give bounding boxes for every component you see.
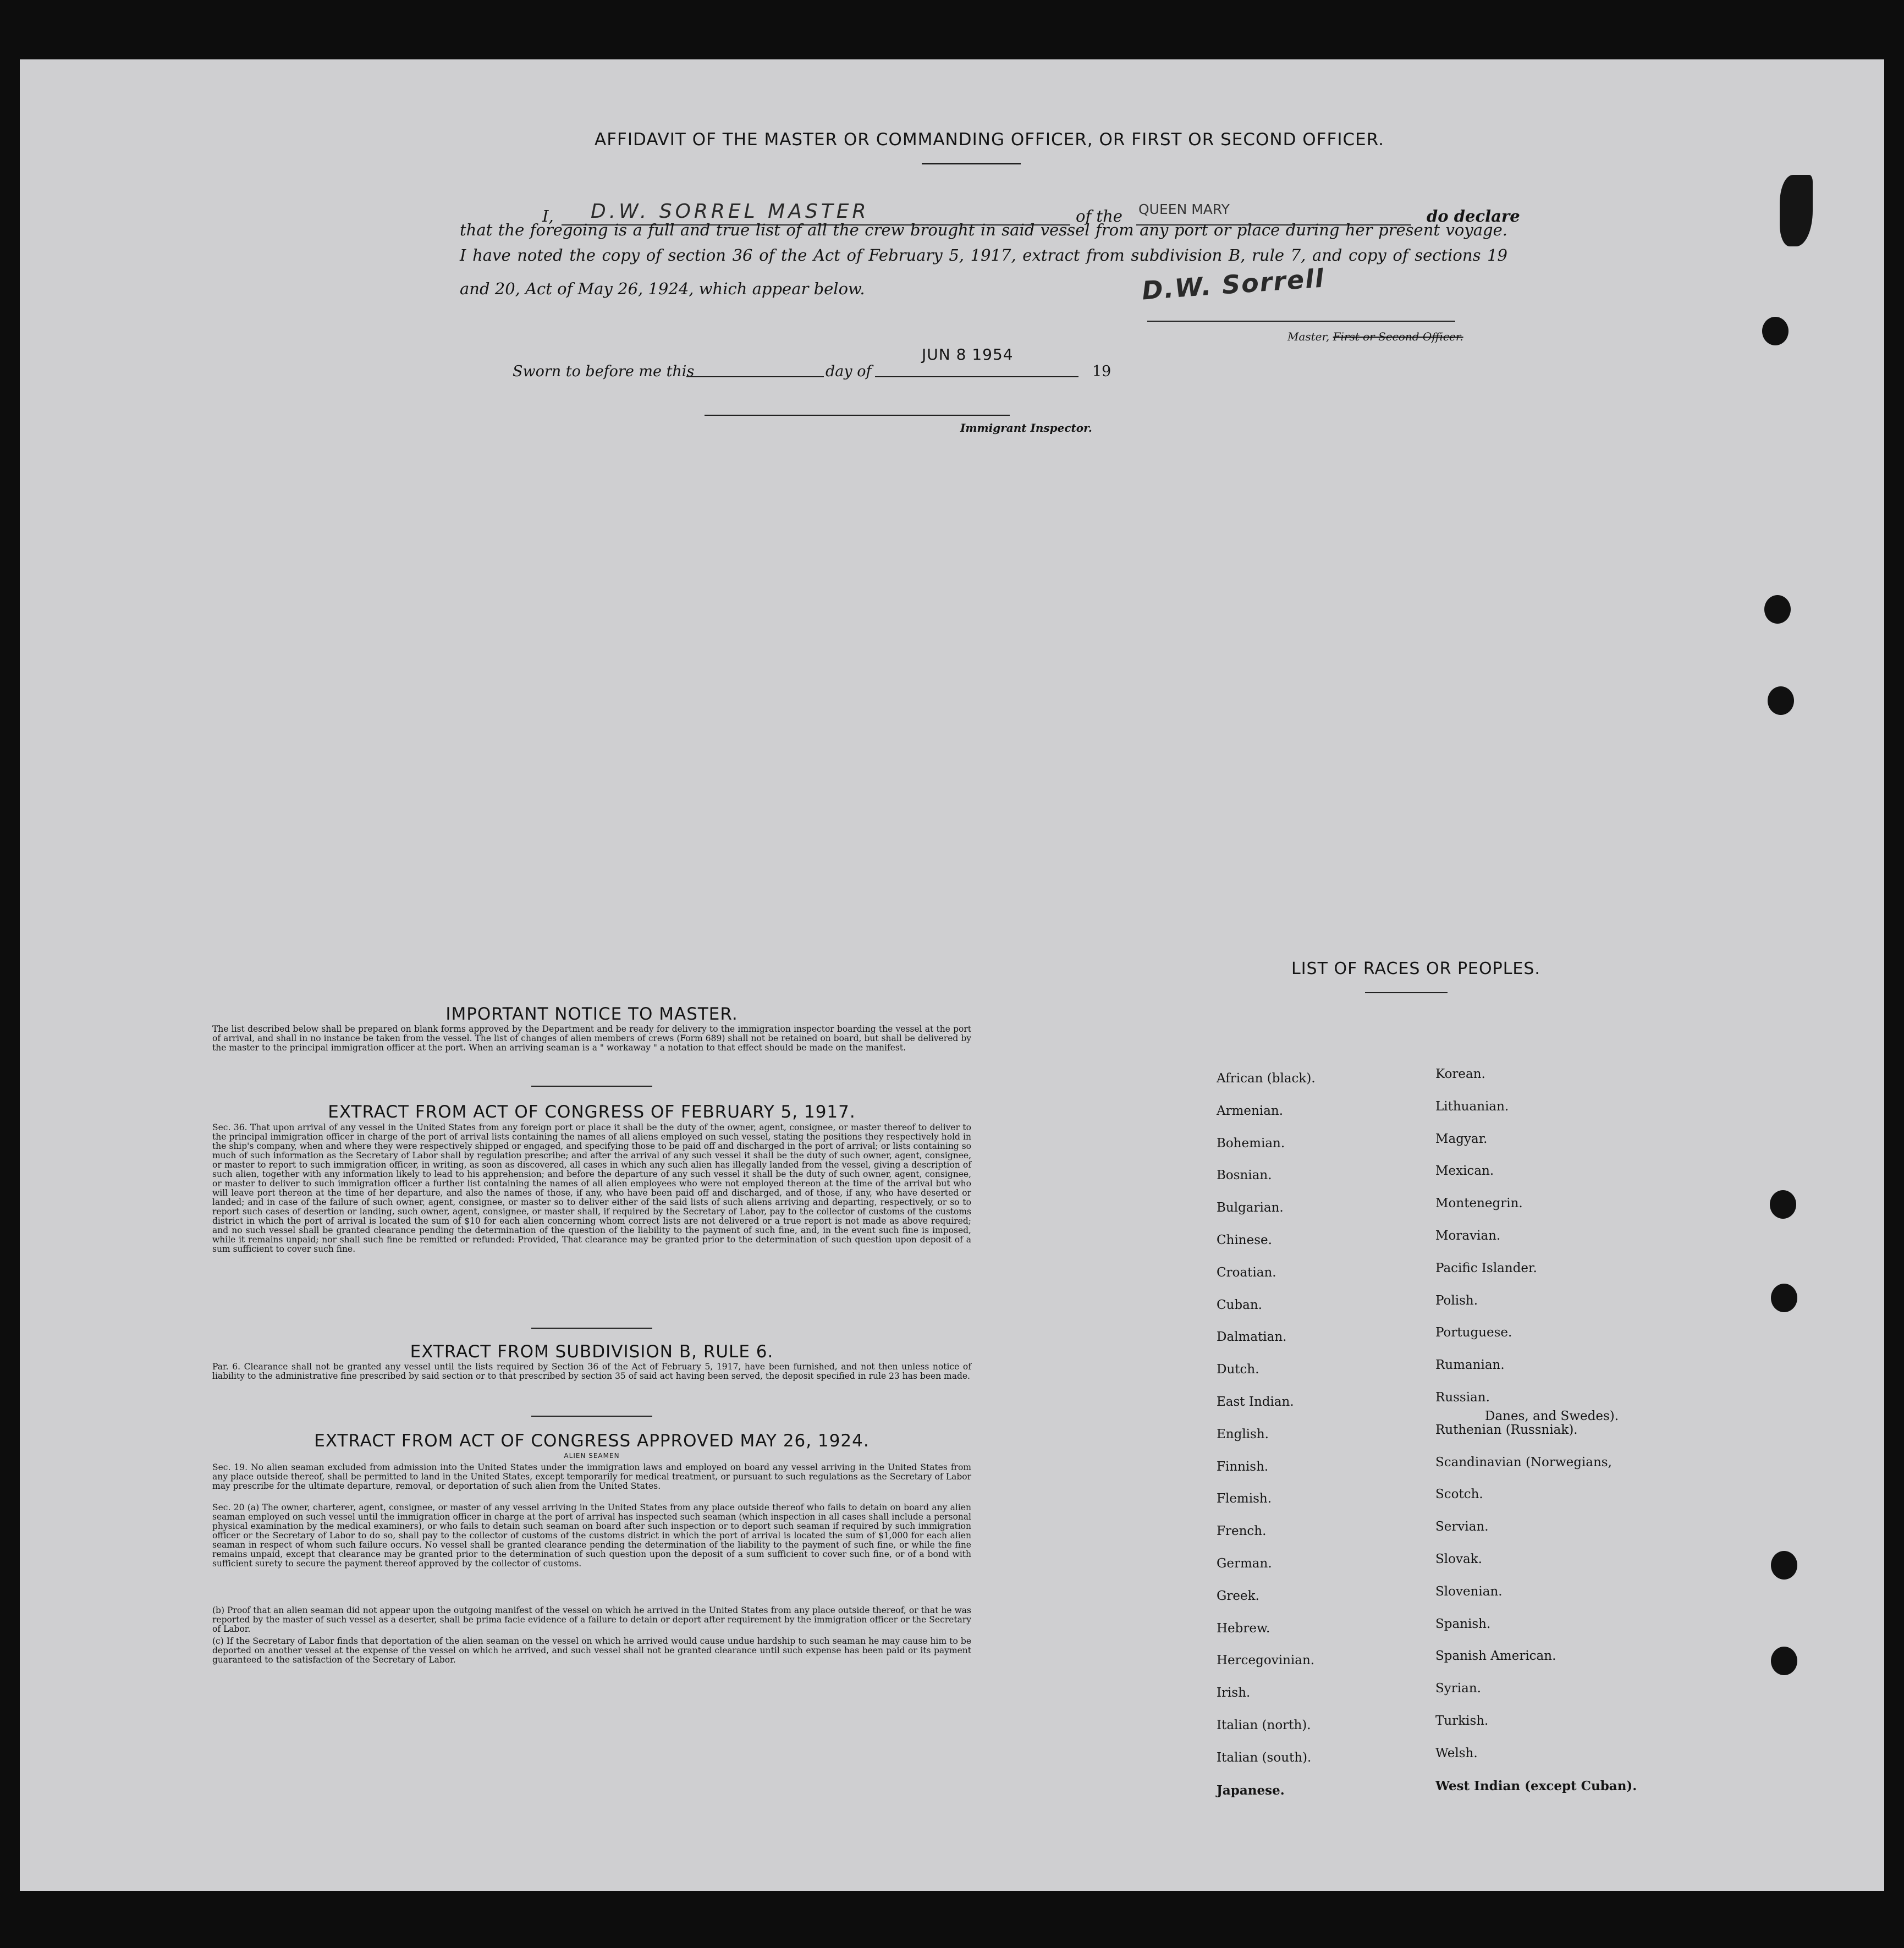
master-signature: D.W. Sorrell xyxy=(1141,263,1326,306)
extract-rule6-text: Par. 6. Clearance shall not be granted any vessel until the lists required by Section 36 of the Act of February 5, 1917, have been furnished, and not then unless notice of liability to the administrative fine prescribed by said section or to that prescribed by section 35 of said act having been served, the deposit specified in rule 23 has been made. xyxy=(212,1362,971,1381)
race-item: Japanese. xyxy=(1217,1782,1285,1798)
race-item: French. xyxy=(1217,1524,1267,1539)
do-declare-label: do declare xyxy=(1427,207,1520,225)
extract-1917-text: Sec. 36. That upon arrival of any vessel in the United States from any foreign port or place it shall be the duty of the owner, agent, consignee, or master thereof to deliver to the principal immigration officer in charge of the port of arrival lists containing the names of all aliens employed on such vessel, stating the positions they respectively hold in the ship's company, when and where they were respectively shipped or engaged, and specifying those to be paid off and discharged in the port of arrival; or lists containing so much of such information as the Secretary of Labor shall by regulation prescribe; and after the arrival of any such vessel it shall be the duty of such owner, agent, consignee, or master to report to such immigration officer, in writing, as soon as discovered, all cases in which any such alien has illegally landed from the vessel, giving a description of such alien, together with any information likely to lead to his apprehension; and before the departure of any such vessel it shall be the duty of such owner, agent, consignee, or master to deliver to such immigration officer a further list containing the names of all alien employees who were not employed thereon at the time of the arrival but who will leave port thereon at the time of her departure, and also the names of those, if any, who have been paid off and discharged, and of those, if any, who have deserted or landed; and in case of the failure of such owner, agent, consignee, or master so to deliver either of the said lists of such aliens arriving and departing, respectively, or so to report such cases of desertion or landing, such owner, agent, consignee, or master shall, if required by the Secretary of Labor, pay to the collector of customs of the customs district in which the port of arrival is located the sum of $10 for each alien concerning whom correct lists are not delivered or a true report is not made as above required; and no such vessel shall be granted clearance pending the determination of the question of the liability to the payment of such fine, and, in the event such fine is imposed, while it remains unpaid; nor shall such fine be remitted or refunded: Provided, That clearance may be granted prior to the determination of such question upon deposit of a sum sufficient to cover such fine. xyxy=(212,1122,971,1254)
sworn-date-stamp: JUN 8 1954 xyxy=(922,345,1014,364)
vessel-name-stamp: QUEEN MARY xyxy=(1138,201,1230,217)
master-name-handwritten: D.W. SORREL MASTER xyxy=(591,200,870,223)
race-item: Magyar. xyxy=(1435,1131,1488,1146)
affidavit-title: AFFIDAVIT OF THE MASTER OR COMMANDING OFFICER, OR FIRST OR SECOND OFFICER. xyxy=(595,130,1385,150)
race-item: Ruthenian (Russniak). xyxy=(1435,1422,1578,1437)
race-item: Bosnian. xyxy=(1217,1168,1272,1183)
race-item: Greek. xyxy=(1217,1588,1259,1603)
caption-struck-text: First or Second Officer. xyxy=(1333,330,1463,343)
sworn-day-label: day of xyxy=(826,363,872,380)
binder-hole xyxy=(1771,1551,1797,1580)
binder-hole xyxy=(1771,1647,1797,1675)
document-page xyxy=(20,59,1884,1891)
race-item: Russian. xyxy=(1435,1390,1490,1405)
binder-hole xyxy=(1770,1190,1796,1219)
race-item: Spanish. xyxy=(1435,1616,1491,1631)
race-item: Welsh. xyxy=(1435,1746,1478,1760)
race-item: Rumanian. xyxy=(1435,1358,1505,1373)
race-item: Bohemian. xyxy=(1217,1136,1285,1151)
race-item: Dalmatian. xyxy=(1217,1330,1287,1345)
extract-rule6-heading: EXTRACT FROM SUBDIVISION B, RULE 6. xyxy=(410,1342,774,1362)
notice-text: The list described below shall be prepared on blank forms approved by the Department and be ready for delivery to the immigration inspector boarding the vessel at the port of arrival, and shall in no instance be taken from the vessel. The list of changes of alien members of crews (Form 689) shall not be retained on board, but shall be delivered by the master to the principal immigration officer at the port. When an arriving seaman is a " workaway " a notation to that effect should be made on the manifest. xyxy=(212,1024,971,1053)
race-item: Italian (north). xyxy=(1217,1718,1311,1732)
inspector-caption: Immigrant Inspector. xyxy=(960,421,1092,434)
race-item: Hercegovinian. xyxy=(1217,1653,1315,1668)
binder-hole xyxy=(1764,595,1791,624)
race-item: Mexican. xyxy=(1435,1164,1494,1179)
extract-1924-subheading: ALIEN SEAMEN xyxy=(564,1452,620,1460)
binder-hole xyxy=(1771,1284,1797,1312)
caption-master: Master, xyxy=(1287,330,1330,343)
race-item: Bulgarian. xyxy=(1217,1201,1284,1215)
binder-hole xyxy=(1762,317,1789,345)
signature-line xyxy=(1147,321,1455,322)
race-item: Dutch. xyxy=(1217,1362,1259,1377)
races-title: LIST OF RACES OR PEOPLES. xyxy=(1291,959,1540,978)
binder-hole xyxy=(1768,686,1794,715)
sworn-prefix: Sworn to before me this xyxy=(513,363,695,380)
title-rule xyxy=(922,163,1021,164)
section-divider xyxy=(531,1086,652,1087)
race-item: Moravian. xyxy=(1435,1229,1501,1243)
extract-1917-heading: EXTRACT FROM ACT OF CONGRESS OF FEBRUARY 5, 1917. xyxy=(328,1102,856,1122)
race-item: West Indian (except Cuban). xyxy=(1435,1778,1637,1793)
sworn-day-line xyxy=(686,376,824,377)
race-item: Servian. xyxy=(1435,1520,1489,1534)
race-item: Armenian. xyxy=(1217,1103,1284,1118)
i-label: I, xyxy=(542,207,554,225)
race-item: Pacific Islander. xyxy=(1435,1261,1537,1275)
affidavit-line-4: and 20, Act of May 26, 1924, which appear below. xyxy=(460,279,865,298)
race-item: Syrian. xyxy=(1435,1681,1481,1696)
sec20a-text: Sec. 20 (a) The owner, charterer, agent, consignee, or master of any vessel arriving in the United States from any place outside thereof who fails to detain on board any alien seaman employed on such vessel until the immigration officer in charge at the port of arrival has inspected such seaman (which inspection in all cases shall include a personal physical examination by the medical examiners), or who fails to detain such seaman on board after such inspection or to deport such seaman if required by such immigration officer or the Secretary of Labor to do so, shall pay to the collector of customs of the customs district in which the port of arrival is located the sum of $1,000 for each alien seaman in respect of whom such failure occurs. No vessel shall be granted clearance pending the determination of the liability to the payment of such fine, or while the fine remains unpaid, except that clearance may be granted prior to the determination of such question upon the deposit of a sum sufficient to cover such fine, or of a bond with sufficient surety to secure the payment thereof approved by the collector of customs. xyxy=(212,1503,971,1569)
race-item: English. xyxy=(1217,1427,1269,1441)
race-item: East Indian. xyxy=(1217,1395,1294,1409)
sec19-text: Sec. 19. No alien seaman excluded from admission into the United States under the immigration laws and employed on board any vessel arriving in the United States from any place outside thereof, shall be permitted to land in the United States, except temporarily for medical treatment, or pursuant to such regulations as the Secretary of Labor may prescribe for the ultimate departure, removal, or deportation of such alien from the United States. xyxy=(212,1462,971,1491)
race-item: Turkish. xyxy=(1435,1714,1489,1728)
race-item: Italian (south). xyxy=(1217,1750,1312,1765)
race-item: Korean. xyxy=(1435,1067,1485,1081)
affidavit-line-2: that the foregoing is a full and true list of all the crew brought in said vessel from any port or place during her present voyage. xyxy=(460,221,1507,239)
race-item: Flemish. xyxy=(1217,1492,1272,1506)
notice-heading: IMPORTANT NOTICE TO MASTER. xyxy=(445,1004,738,1024)
race-item: Croatian. xyxy=(1217,1265,1276,1280)
sec20c-text: (c) If the Secretary of Labor finds that deportation of the alien seaman on the vessel on which he arrived would cause undue hardship to such seaman he may cause him to be deported on another vessel at the expense of the vessel on which he arrived, and such vessel shall not be granted clearance until such expense has been paid or its payment guaranteed to the satisfaction of the Secretary of Labor. xyxy=(212,1636,971,1665)
extract-1924-heading: EXTRACT FROM ACT OF CONGRESS APPROVED MAY 26, 1924. xyxy=(314,1431,870,1451)
race-item: Finnish. xyxy=(1217,1459,1269,1474)
inspector-signature-line xyxy=(705,415,1010,416)
race-item: Lithuanian. xyxy=(1435,1099,1509,1114)
master-caption xyxy=(1287,330,1463,343)
race-item: Chinese. xyxy=(1217,1233,1272,1247)
race-item: Montenegrin. xyxy=(1435,1196,1523,1211)
race-item: African (black). xyxy=(1217,1071,1316,1086)
race-item: Spanish American. xyxy=(1435,1649,1556,1664)
race-item: Hebrew. xyxy=(1217,1621,1270,1636)
section-divider xyxy=(531,1416,652,1417)
race-item: Scandinavian (Norwegians, xyxy=(1435,1455,1612,1470)
race-item: Slovenian. xyxy=(1435,1584,1503,1599)
sworn-year: 19 xyxy=(1092,363,1111,380)
section-divider xyxy=(531,1328,652,1329)
race-item: Polish. xyxy=(1435,1293,1478,1308)
races-title-rule xyxy=(1365,992,1448,993)
race-item: German. xyxy=(1217,1556,1272,1571)
race-item: Cuban. xyxy=(1217,1297,1262,1312)
race-item: Slovak. xyxy=(1435,1552,1482,1566)
affidavit-line-3: I have noted the copy of section 36 of the Act of February 5, 1917, extract from subdivision B, rule 7, and copy of sections 19 xyxy=(460,246,1507,265)
race-item: Irish. xyxy=(1217,1686,1251,1701)
torn-corner-mark xyxy=(1780,175,1813,246)
sworn-month-line xyxy=(875,376,1078,377)
sec20b-text: (b) Proof that an alien seaman did not appear upon the outgoing manifest of the vessel on which he arrived in the United States from any place outside thereof, or that he was reported by the master of such vessel as a deserter, shall be prima facie evidence of a failure to detain or deport after requirement by the immigration officer or the Secretary of Labor. xyxy=(212,1605,971,1634)
race-item: Scotch. xyxy=(1435,1487,1483,1502)
race-item: Portuguese. xyxy=(1435,1325,1512,1340)
scandinavian-continuation: Danes, and Swedes). xyxy=(1485,1409,1619,1423)
of-the-label: of the xyxy=(1076,207,1122,225)
